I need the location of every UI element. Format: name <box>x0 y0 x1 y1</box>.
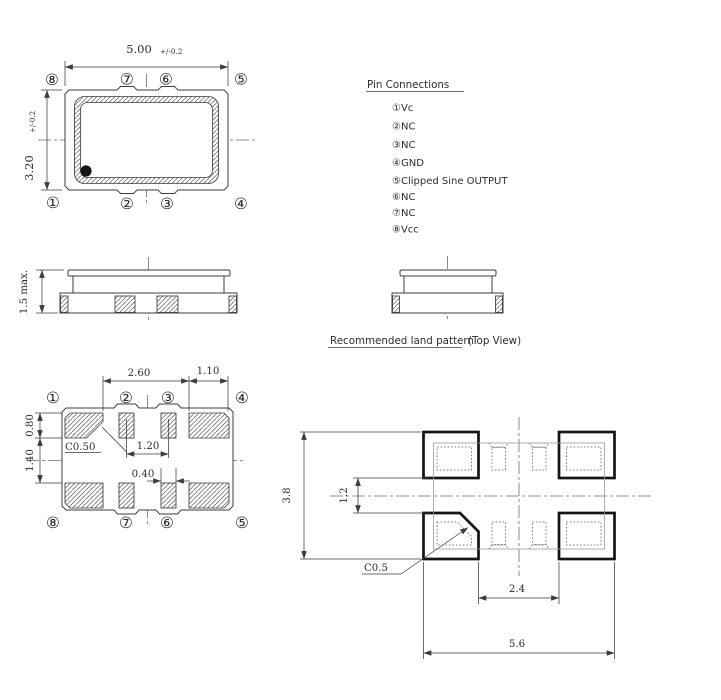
pad-8 <box>65 483 103 508</box>
pin-label-4: ④ <box>235 389 249 407</box>
dim-land-width-value: 5.6 <box>508 639 526 650</box>
pin-label-6: ⑥ <box>159 70 173 89</box>
lid-wall <box>404 276 492 293</box>
dim-inner-width-value: 2.60 <box>127 368 151 379</box>
pad-6 <box>161 483 176 508</box>
pin-label-3: ③ <box>161 389 175 407</box>
package-top-view <box>22 42 256 213</box>
pin-connection-item-5: ⑤Clipped Sine OUTPUT <box>392 176 508 187</box>
pad-7 <box>119 483 134 508</box>
pin-label-6: ⑥ <box>160 514 174 532</box>
pin-connection-item-3: ③NC <box>392 140 416 151</box>
pin-connection-item-8: ⑧Vcc <box>392 224 419 236</box>
lid-top <box>68 270 230 276</box>
pin-label-1: ① <box>46 389 60 407</box>
dim-width-value: 5.00 <box>126 42 152 56</box>
pin-connection-item-1: ①Vc <box>392 103 414 114</box>
land-pad-top-left <box>424 432 479 478</box>
land-pattern-view <box>282 417 652 659</box>
base <box>392 293 503 313</box>
base <box>60 293 237 313</box>
dim-land-gap-value: 1.2 <box>339 487 350 504</box>
land-pad-bottom-left-chamfered <box>424 513 479 559</box>
lid-top <box>400 270 496 276</box>
solder-pad-center-1 <box>115 296 135 313</box>
land-pad-bottom-right <box>559 513 615 559</box>
dim-0-80 <box>25 413 62 438</box>
dim-1-10 <box>189 366 228 411</box>
pin-label-7: ⑦ <box>119 514 133 532</box>
pin-connection-item-6: ⑥NC <box>392 192 416 203</box>
pin-label-7: ⑦ <box>120 70 134 89</box>
pin-label-1: ① <box>46 194 60 212</box>
pin-connections-title: Pin Connections <box>367 79 450 91</box>
pin-label-4: ④ <box>234 195 248 213</box>
pin-connections-list <box>366 79 508 236</box>
side-view-front <box>19 257 237 321</box>
pin1-index-dot <box>80 165 91 176</box>
dim-height-max-value: 1.5 max. <box>19 269 30 315</box>
pin-label-8: ⑧ <box>45 71 59 89</box>
side-view-end <box>392 256 503 321</box>
land-pad-top-right <box>559 432 615 478</box>
dim-pad-height-value: 0.80 <box>25 414 36 437</box>
pad-5 <box>189 483 229 508</box>
dim-corner-width-value: 1.10 <box>196 366 220 377</box>
dim-3-8 <box>282 432 421 559</box>
dim-height-tolerance: +/-0.2 <box>28 110 37 134</box>
pin-label-3: ③ <box>160 195 174 213</box>
dim-height-1-5-max <box>19 270 64 314</box>
solder-pad-right <box>496 296 503 313</box>
dim-5-6 <box>424 562 615 659</box>
pad-4 <box>189 413 229 438</box>
land-pattern-header <box>328 335 521 348</box>
dim-width-tolerance: +/-0.2 <box>160 47 183 56</box>
pin-label-2: ② <box>120 195 134 213</box>
package-bottom-view <box>25 366 249 532</box>
pin-label-8: ⑧ <box>46 514 60 532</box>
pin-connection-item-4: ④GND <box>392 158 424 169</box>
chamfer-value: C0.50 <box>65 442 96 453</box>
solder-pad-right <box>229 296 237 313</box>
solder-pad-left <box>393 296 400 313</box>
pin-connection-item-7: ⑦NC <box>392 208 416 219</box>
pin-label-5: ⑤ <box>234 70 248 89</box>
dim-2-4 <box>479 562 560 604</box>
dim-pitch-value: 1.20 <box>136 441 160 452</box>
lid-outline <box>81 103 213 178</box>
dim-1-2 <box>339 478 430 513</box>
pin-label-2: ② <box>119 389 133 407</box>
chamfer-value: C0.5 <box>364 563 388 574</box>
dim-pad-width-value: 0.40 <box>131 469 155 480</box>
dim-height-value: 3.20 <box>22 155 36 181</box>
solder-pad-center-2 <box>157 296 178 313</box>
dim-gap-height-value: 1.40 <box>25 449 36 472</box>
solder-pad-left <box>61 296 69 313</box>
dim-land-span-value: 2.4 <box>508 584 526 595</box>
pin-label-5: ⑤ <box>235 514 249 532</box>
dim-land-height-value: 3.8 <box>282 487 293 504</box>
lid-wall <box>73 276 224 293</box>
pin-connection-item-2: ②NC <box>392 121 416 133</box>
land-pattern-title: Recommended land pattern <box>330 335 474 347</box>
land-pattern-view-note: (Top View) <box>468 335 522 347</box>
